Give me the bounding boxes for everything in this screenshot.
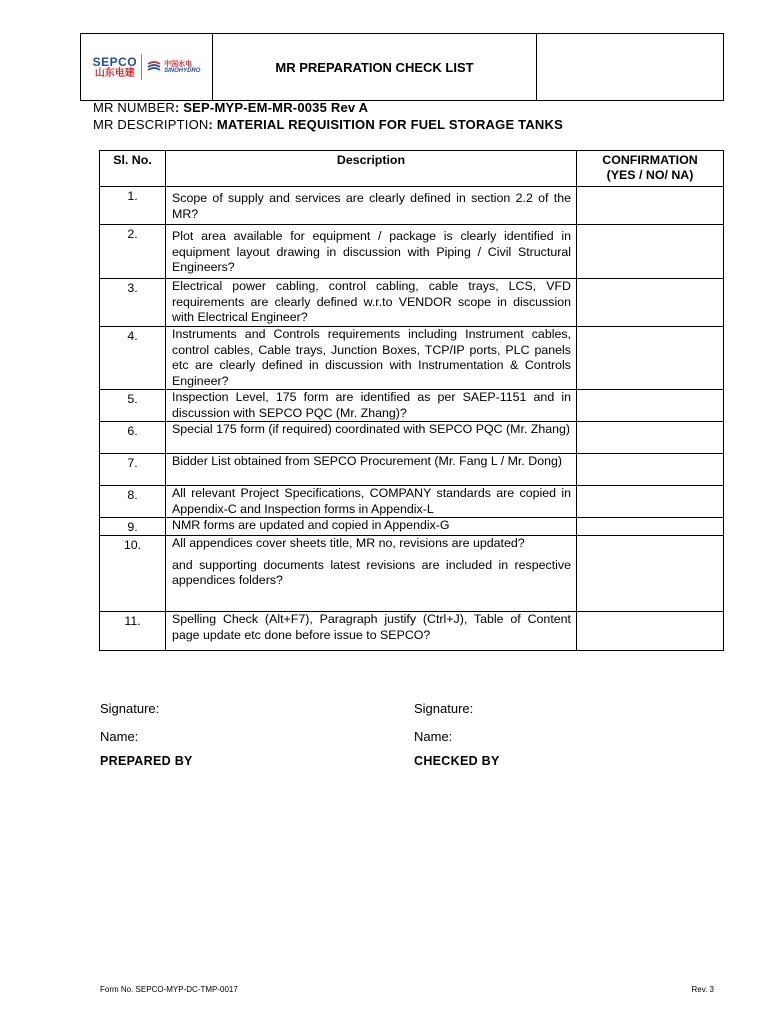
row-description: [166, 225, 577, 279]
table-row: [100, 225, 724, 279]
table-header-row: [100, 151, 724, 187]
row-confirmation-cell[interactable]: [577, 422, 724, 454]
table-row: [100, 486, 724, 518]
row-sl-number: 5.: [100, 390, 166, 422]
row-description: [166, 279, 577, 327]
checked-by-label: CHECKED BY: [414, 754, 500, 768]
row-sl-number: 3.: [100, 279, 166, 327]
row-description-text: Plot area available for equipment / package is clearly identified in equipment layout drawing in discussion with Piping / Civil Structural Engineers?: [172, 229, 571, 274]
table-row: [100, 187, 724, 225]
name-label-right: Name:: [414, 729, 453, 744]
row-description: [166, 422, 577, 454]
table-row: [100, 536, 724, 612]
table-row: [100, 518, 724, 536]
row-description: [166, 518, 577, 536]
row-description: [166, 327, 577, 390]
sepco-logo-text: SEPCO: [92, 54, 138, 69]
row-description: [166, 612, 577, 651]
signature-label-right: Signature:: [414, 701, 474, 716]
logo-divider: [141, 54, 142, 80]
sepco-logo-cn: 山东电建: [94, 67, 135, 79]
checklist-table: [99, 150, 724, 651]
row-confirmation-cell[interactable]: [577, 327, 724, 390]
row-description-text: Electrical power cabling, control cabling, cable trays, LCS, VFD requirements are clearly defined w.r.to VENDOR scope in discussion with Electrical Engineer?: [172, 279, 571, 324]
sinohydro-cn: 中国水电: [164, 60, 193, 68]
row-description-text: Scope of supply and services are clearly defined in section 2.2 of the MR?: [172, 191, 571, 221]
row-description: [166, 187, 577, 225]
table-row: [100, 612, 724, 651]
mr-description-value: : MATERIAL REQUISITION FOR FUEL STORAGE TANKS: [208, 117, 563, 132]
sinohydro-en: SINOHYDRO: [164, 67, 201, 74]
row-sl-number: 11.: [100, 612, 166, 651]
mr-description-label: MR DESCRIPTION: [93, 117, 209, 132]
document-title: MR PREPARATION CHECK LIST: [213, 34, 537, 100]
row-description-text: All relevant Project Specifications, COMPANY standards are copied in Appendix-C and Inspection forms in Appendix-L: [172, 486, 571, 516]
row-sl-number: 1.: [100, 187, 166, 225]
row-sl-number: 9.: [100, 518, 166, 536]
header-right-cell: [537, 34, 723, 100]
row-description-text: NMR forms are updated and copied in Appendix-G: [172, 518, 450, 532]
sinohydro-logo: [146, 59, 200, 75]
mr-number-label: MR NUMBER: [93, 100, 175, 115]
row-description: [166, 454, 577, 486]
mr-number-line: [93, 100, 368, 115]
row-confirmation-cell[interactable]: [577, 279, 724, 327]
row-description: [166, 486, 577, 518]
row-sl-number: 10.: [100, 536, 166, 612]
row-sl-number: 7.: [100, 454, 166, 486]
row-confirmation-cell[interactable]: [577, 518, 724, 536]
col-header-confirmation-line1: CONFIRMATION: [602, 153, 698, 167]
table-row: [100, 454, 724, 486]
row-description-text: and supporting documents latest revisions are included in respective appendices folders?: [172, 557, 571, 587]
mr-description-line: [93, 117, 563, 132]
col-header-description: Description: [166, 151, 577, 187]
table-row: [100, 422, 724, 454]
signature-label-left: Signature:: [100, 701, 160, 716]
row-description: [166, 536, 577, 612]
row-confirmation-cell[interactable]: [577, 390, 724, 422]
row-confirmation-cell[interactable]: [577, 486, 724, 518]
row-description-text: Inspection Level, 175 form are identified as per SAEP-1151 and in discussion with SEPCO PQC (Mr. Zhang)?: [172, 390, 571, 420]
row-sl-number: 4.: [100, 327, 166, 390]
sepco-logo: [93, 56, 138, 79]
name-label-left: Name:: [100, 729, 139, 744]
row-confirmation-cell[interactable]: [577, 536, 724, 612]
row-confirmation-cell[interactable]: [577, 454, 724, 486]
footer-revision: Rev. 3: [691, 985, 714, 994]
row-sl-number: 2.: [100, 225, 166, 279]
row-sl-number: 6.: [100, 422, 166, 454]
table-row: [100, 390, 724, 422]
row-description-text: Special 175 form (if required) coordinated with SEPCO PQC (Mr. Zhang): [172, 422, 571, 436]
row-description-text: All appendices cover sheets title, MR no, revisions are updated?: [172, 536, 525, 550]
row-confirmation-cell[interactable]: [577, 612, 724, 651]
logo-cell: [81, 34, 213, 100]
row-description: [166, 390, 577, 422]
col-header-confirmation-line2: (YES / NO/ NA): [606, 168, 694, 182]
footer-form-number: Form No. SEPCO-MYP-DC-TMP-0017: [100, 985, 238, 994]
row-confirmation-cell[interactable]: [577, 187, 724, 225]
table-row: [100, 279, 724, 327]
sinohydro-icon: [146, 59, 162, 75]
row-sl-number: 8.: [100, 486, 166, 518]
mr-number-value: : SEP-MYP-EM-MR-0035 Rev A: [174, 100, 369, 115]
table-row: [100, 327, 724, 390]
row-description-text: Instruments and Controls requirements including Instrument cables, control cables, Cable trays, Junction Boxes, TCP/IP ports, PLC panels etc are clearly defined in discussion with Instrumentation & Controls Engineer?: [172, 327, 571, 388]
row-description-text: Spelling Check (Alt+F7), Paragraph justify (Ctrl+J), Table of Content page update etc done before issue to SEPCO?: [172, 612, 571, 642]
row-confirmation-cell[interactable]: [577, 225, 724, 279]
col-header-confirmation: [577, 151, 724, 187]
prepared-by-label: PREPARED BY: [100, 754, 193, 768]
row-description-text: Bidder List obtained from SEPCO Procurement (Mr. Fang L / Mr. Dong): [172, 454, 563, 468]
col-header-sl: Sl. No.: [100, 151, 166, 187]
header-box: [80, 33, 724, 101]
